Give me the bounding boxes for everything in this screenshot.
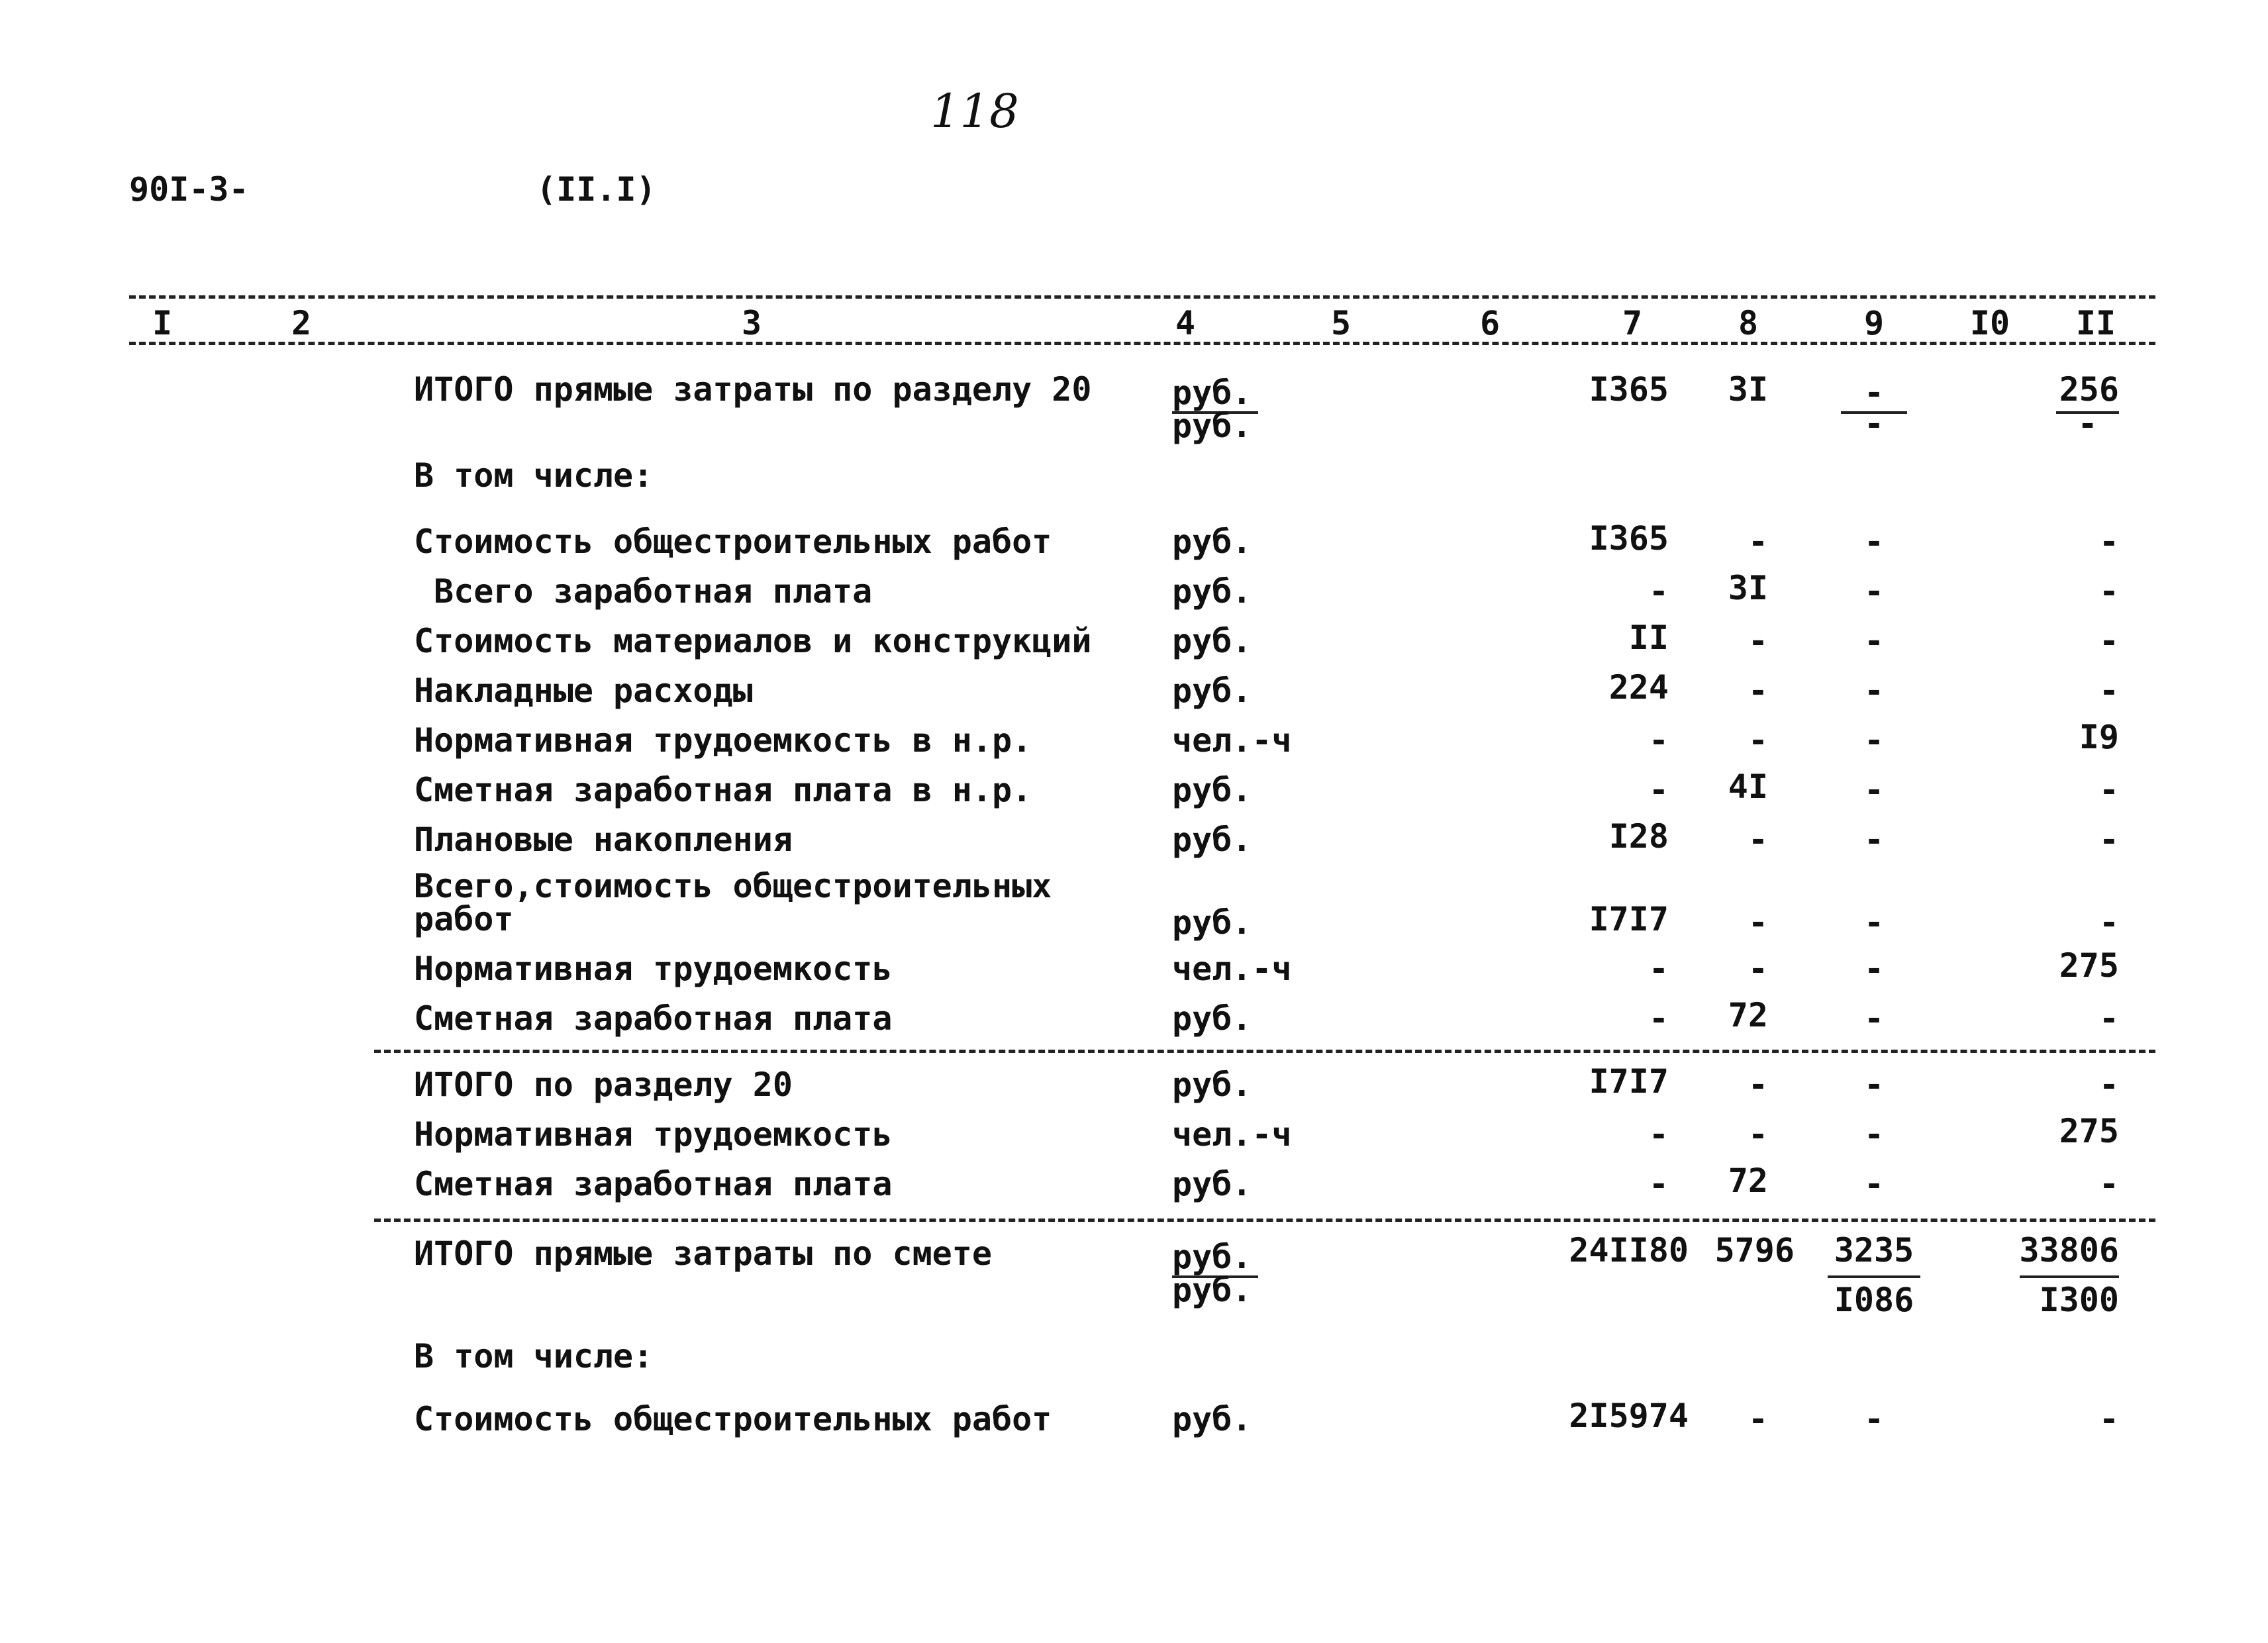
row-unit: руб.	[1172, 1165, 1252, 1203]
cell-col7: II	[1628, 619, 1669, 657]
cell-col8: -	[1748, 1115, 1768, 1154]
cell-col9: 3235	[1834, 1231, 1914, 1270]
cell-col8: -	[1748, 622, 1768, 660]
row-unit: руб.	[1172, 373, 1252, 412]
cell-col9: -	[1863, 1165, 1885, 1203]
cell-col9: -	[1863, 1400, 1885, 1438]
cell-col7: 24II80	[1569, 1231, 1689, 1270]
row-unit: руб.	[1172, 572, 1252, 611]
cell-col8: -	[1748, 721, 1768, 760]
sheet-reference: (II.I)	[536, 170, 656, 209]
cell-col9: -	[1863, 622, 1885, 660]
cell-col9: -	[1863, 821, 1885, 859]
cell-col7: -	[1648, 950, 1669, 988]
cell-col9: -	[1863, 771, 1885, 809]
cell-col9: -	[1863, 523, 1885, 561]
cell-col9: -	[1863, 903, 1885, 942]
cell-col8: -	[1748, 1400, 1768, 1438]
row-label: ИТОГО прямые затраты по разделу 20	[414, 370, 1092, 409]
col-header-10: I0	[1969, 304, 2010, 342]
cell-col7: 2I5974	[1569, 1397, 1689, 1435]
cell-col7: -	[1648, 1165, 1669, 1203]
cell-col8: -	[1748, 821, 1768, 859]
fraction-line	[1828, 1275, 1920, 1278]
cell-col11: -	[2098, 1066, 2119, 1104]
cell-col7: -	[1648, 771, 1669, 809]
cell-col7: I365	[1589, 370, 1669, 409]
cell-col8: -	[1748, 672, 1768, 710]
row-unit-denominator: руб.	[1172, 1271, 1252, 1309]
fraction-line	[2020, 1275, 2119, 1278]
row-unit: руб.	[1172, 1238, 1252, 1276]
row-unit: чел.-ч	[1172, 1115, 1292, 1154]
cell-col7: -	[1648, 721, 1669, 760]
cell-col8: -	[1748, 523, 1768, 561]
row-unit: руб.	[1172, 903, 1252, 942]
cell-col8: 4I	[1728, 768, 1768, 806]
cell-col8: -	[1748, 1066, 1768, 1104]
section-divider	[374, 1050, 2155, 1053]
section-divider	[374, 1219, 2155, 1222]
cell-col11: 256	[2059, 370, 2119, 409]
col-header-8: 8	[1738, 304, 1759, 342]
cell-col11: -	[2098, 771, 2119, 809]
cell-col11: -	[2098, 672, 2119, 710]
cell-col8: 3I	[1728, 569, 1768, 607]
cell-col9: -	[1863, 999, 1885, 1038]
cell-col11: -	[2098, 523, 2119, 561]
cell-col8: -	[1748, 903, 1768, 942]
row-label: Стоимость материалов и конструкций	[414, 622, 1092, 660]
handwritten-page-number: 118	[930, 84, 1019, 138]
col-header-7: 7	[1622, 304, 1643, 342]
cell-col9: -	[1863, 1115, 1885, 1154]
row-label: В том числе:	[414, 456, 654, 495]
cell-col9: -	[1863, 373, 1885, 412]
cell-col7: I28	[1608, 817, 1669, 856]
row-label-continued: работ	[414, 900, 514, 938]
cell-col9: -	[1863, 721, 1885, 760]
row-label: Всего,стоимость общестроительных	[414, 867, 1052, 905]
row-unit: руб.	[1172, 999, 1252, 1038]
row-unit: руб.	[1172, 523, 1252, 561]
cell-col7: I365	[1589, 519, 1669, 558]
row-unit: руб.	[1172, 672, 1252, 710]
cell-col7: I7I7	[1589, 1062, 1669, 1101]
col-header-3: 3	[741, 304, 762, 342]
row-unit: руб.	[1172, 821, 1252, 859]
col-header-4: 4	[1175, 304, 1196, 342]
row-unit: руб.	[1172, 622, 1252, 660]
row-label: Стоимость общестроительных работ	[414, 1400, 1052, 1438]
row-label: ИТОГО по разделу 20	[414, 1066, 793, 1104]
col-header-9: 9	[1863, 304, 1885, 342]
col-header-2: 2	[291, 304, 312, 342]
cell-col11: 33806	[2019, 1231, 2119, 1270]
cell-col11: 275	[2059, 1112, 2119, 1150]
cell-col11: -	[2098, 903, 2119, 942]
cell-col8: 72	[1728, 1162, 1768, 1200]
cell-col9: -	[1863, 1066, 1885, 1104]
row-label: Стоимость общестроительных работ	[414, 523, 1052, 561]
cell-col8: -	[1748, 950, 1768, 988]
cell-col7: -	[1648, 572, 1669, 611]
row-label: Нормативная трудоемкость	[414, 950, 893, 988]
cell-col11: -	[2098, 1400, 2119, 1438]
cell-col8: 5796	[1714, 1231, 1795, 1270]
cell-col9: -	[1863, 572, 1885, 611]
row-label: Нормативная трудоемкость	[414, 1115, 893, 1154]
row-unit: чел.-ч	[1172, 721, 1292, 760]
row-label: Плановые накопления	[414, 821, 793, 859]
cell-col8: 3I	[1728, 370, 1768, 409]
cell-col11: -	[2098, 572, 2119, 611]
row-label: Сметная заработная плата в н.р.	[414, 771, 1032, 809]
col-header-6: 6	[1479, 304, 1501, 342]
row-unit: руб.	[1172, 1066, 1252, 1104]
cell-col7: I7I7	[1589, 900, 1669, 938]
cell-col11: 275	[2059, 946, 2119, 985]
row-label: ИТОГО прямые затраты по смете	[414, 1234, 992, 1273]
cell-col9: -	[1863, 672, 1885, 710]
header-bottom-rule	[129, 342, 2155, 345]
cell-col7: -	[1648, 999, 1669, 1038]
cell-col11-denominator: I300	[2039, 1281, 2119, 1319]
col-header-5: 5	[1330, 304, 1352, 342]
row-label: Сметная заработная плата	[414, 1165, 893, 1203]
document-code: 90I-3-	[129, 170, 249, 209]
cell-col8: 72	[1728, 996, 1768, 1034]
row-unit: руб.	[1172, 1400, 1252, 1438]
header-top-rule	[129, 295, 2155, 299]
col-header-1: I	[152, 304, 173, 342]
cell-col9-denominator: -	[1863, 405, 1885, 443]
cell-col11: -	[2098, 821, 2119, 859]
cell-col7: -	[1648, 1115, 1669, 1154]
cell-col11: -	[2098, 999, 2119, 1038]
row-label: Сметная заработная плата	[414, 999, 893, 1038]
row-unit: руб.	[1172, 771, 1252, 809]
cell-col11-denominator: -	[2077, 405, 2098, 443]
row-unit: чел.-ч	[1172, 950, 1292, 988]
row-unit-denominator: руб.	[1172, 407, 1252, 445]
cell-col11: I9	[2079, 718, 2119, 756]
cell-col9: -	[1863, 950, 1885, 988]
cell-col11: -	[2098, 1165, 2119, 1203]
cell-col7: 224	[1608, 668, 1669, 707]
row-label: Нормативная трудоемкость в н.р.	[414, 721, 1032, 760]
row-label: Накладные расходы	[414, 672, 753, 710]
cell-col9-denominator: I086	[1834, 1281, 1914, 1319]
row-label: Всего заработная плата	[434, 572, 873, 611]
col-header-11: II	[2075, 304, 2116, 342]
row-label: В том числе:	[414, 1337, 654, 1375]
cell-col11: -	[2098, 622, 2119, 660]
